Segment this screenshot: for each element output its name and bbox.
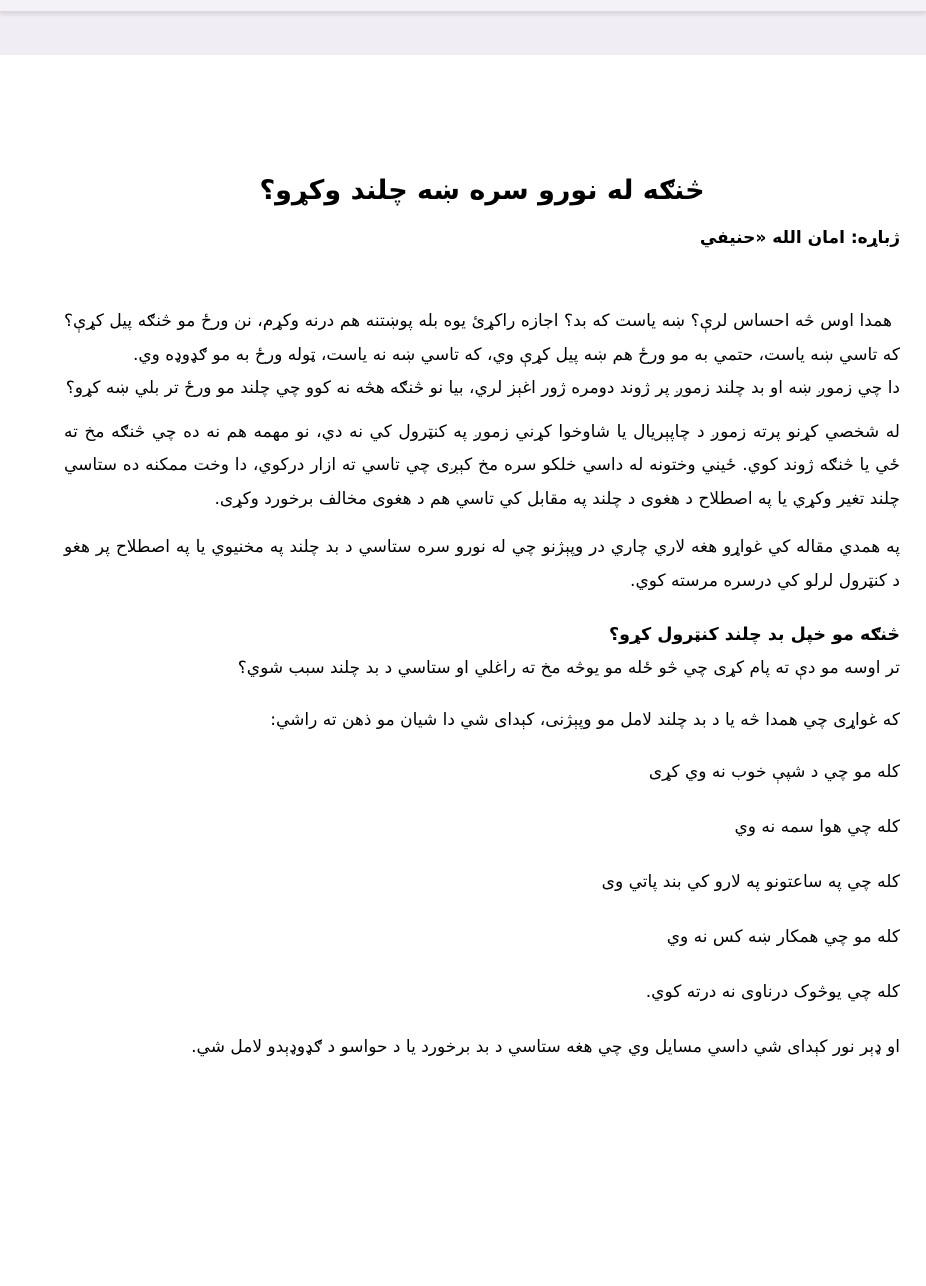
list-item: کله چي يوڅوک درناوی نه درته کوي.	[645, 982, 900, 1002]
paragraph-personal-actions: له شخصي کړنو پرته زموږ د چاپېريال يا شاوخوا کړني زموږ په کنټرول کي نه دي، نو مهمه هم نه ده چي څنګه مخ ته ځي يا څنګه ژوند کوي. ځيني وختونه له داسي خلکو سره مخ کېږی چي تاسي ته ازار درکوي، دا وخت ممکنه ده ستاسي چلند تغير وکړي يا په اصطلاح د هغوی د چلند په مقابل کي تاسي هم د هغوی مخالف برخورد وکړی.	[64, 421, 900, 509]
paragraph-question: تر اوسه مو دې ته پام کړی چي څو ځله مو يوڅه مخ ته راغلي او ستاسي د بد چلند سبب شوي؟	[237, 658, 900, 678]
document-page	[0, 55, 926, 1095]
paragraph-intro-1: همدا اوس څه احساس لرې؟ ښه ياست که بد؟ اجازه راکړئ يوه بله پوښتنه هم درنه وکړم، نن ورځ مو څنګه پيل کړې؟ که تاسي ښه ياست، حتمي به مو ورځ هم ښه پيل کړې وي، که تاسي ښه نه ياست، ټوله ورځ به مو ګډوډه وي.	[64, 311, 900, 365]
section-heading-control-bad-behavior: څنګه مو خپل بد چلند کنټرول کړو؟	[609, 625, 900, 645]
page-title: څنګه له نورو سره ښه چلند وکړو؟	[259, 175, 705, 206]
paragraph-closing: او ډېر نور کېدای شي داسي مسايل وي چي هغه ستاسي د بد برخورد يا د حواسو د ګډوډېدو لامل شي.	[191, 1037, 900, 1057]
window-chrome-edge	[0, 0, 926, 12]
paragraph-list-lead-in: که غواړی چي همدا څه يا د بد چلند لامل مو وپېژنی، کېدای شي دا شيان مو ذهن ته راشي:	[270, 709, 900, 730]
list-item: کله چي هوا سمه نه وي	[734, 817, 900, 837]
list-item: کله مو چي همکار ښه کس نه وي	[666, 927, 900, 947]
list-item: کله چي په ساعتونو په لارو کي بند پاتي وی	[601, 872, 900, 892]
viewer-top-bar	[0, 0, 926, 55]
byline-translator: ژباړه: امان الله «حنيفي	[699, 228, 900, 248]
paragraph-intro-2: دا چي زموږ ښه او بد چلند زموږ پر ژوند دومره ژور اغېز لري، بيا نو څنګه هڅه نه کوو چي چلند مو ورځ تر بلي ښه کړو؟	[65, 378, 900, 398]
paragraph-article-purpose: په همدي مقاله کي غواړو هغه لاري چاري در وپېژنو چي له نورو سره ستاسي د بد چلند په مخنيوي يا په اصطلاح پر هغو د کنټرول لرلو کي درسره مرسته کوي.	[64, 537, 900, 591]
list-item: کله مو چي د شپې خوب نه وي کړی	[648, 762, 900, 782]
